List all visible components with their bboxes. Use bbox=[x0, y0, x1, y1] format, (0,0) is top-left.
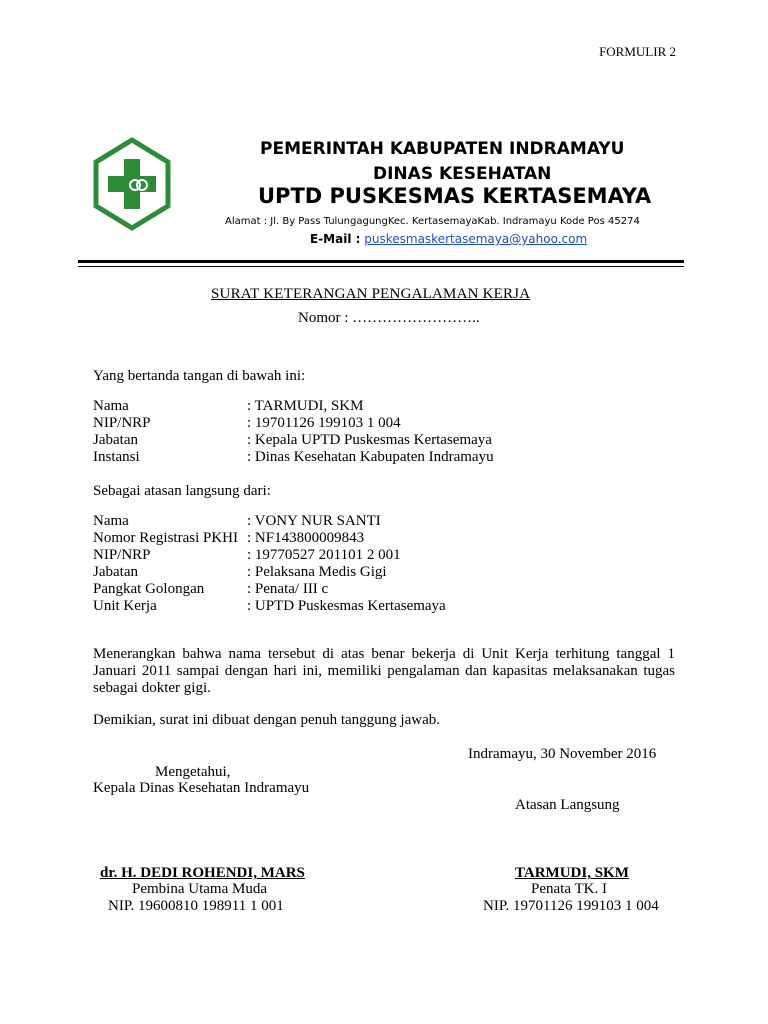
subordinate-label-name: Nama bbox=[93, 513, 129, 529]
statement-paragraph: Menerangkan bahwa nama tersebut di atas benar bekerja di Unit Kerja terhitung tanggal 1 Januari 2011 sampai dengan hari ini, memiliki pengalaman dan kapasitas melaksanakan tugas sebagai dokter gigi. bbox=[93, 646, 675, 696]
header-divider-thin bbox=[78, 266, 684, 267]
signer-label-name: Nama bbox=[93, 398, 129, 414]
form-number: FORMULIR 2 bbox=[599, 44, 676, 59]
subordinate-value-nip: : 19770527 201101 2 001 bbox=[247, 547, 401, 563]
place-date: Indramayu, 30 November 2016 bbox=[468, 746, 657, 762]
left-signer-rank: Pembina Utama Muda bbox=[132, 881, 267, 897]
puskesmas-cross-logo-icon bbox=[93, 137, 171, 231]
subordinate-value-position: : Pelaksana Medis Gigi bbox=[247, 564, 387, 580]
email-link[interactable]: puskesmaskertasemaya@yahoo.com bbox=[364, 232, 588, 246]
intro-text: Yang bertanda tangan di bawah ini: bbox=[93, 368, 306, 384]
subordinate-value-registration: : NF143800009843 bbox=[247, 530, 365, 546]
signer-label-position: Jabatan bbox=[93, 432, 138, 448]
signer-label-nip: NIP/NRP bbox=[93, 415, 151, 431]
email-label: E-Mail : bbox=[310, 232, 361, 246]
left-signer-nip: NIP. 19600810 198911 1 001 bbox=[108, 898, 284, 914]
header-address: Alamat : Jl. By Pass TulungagungKec. KertasemayaKab. Indramayu Kode Pos 45274 bbox=[225, 216, 640, 227]
right-signer-role: Atasan Langsung bbox=[515, 797, 620, 813]
header-institution: UPTD PUSKESMAS KERTASEMAYA bbox=[258, 184, 652, 208]
header-divider-thick bbox=[78, 260, 684, 263]
header-agency: DINAS KESEHATAN bbox=[373, 164, 552, 184]
subordinate-label-nip: NIP/NRP bbox=[93, 547, 151, 563]
left-signer-name: dr. H. DEDI ROHENDI, MARS bbox=[100, 865, 305, 881]
signer-value-agency: : Dinas Kesehatan Kabupaten Indramayu bbox=[247, 449, 494, 465]
header-email-line bbox=[180, 232, 768, 246]
closing-text: Demikian, surat ini dibuat dengan penuh tanggung jawab. bbox=[93, 712, 440, 728]
signer-label-agency: Instansi bbox=[93, 449, 140, 465]
right-signer-rank: Penata TK. I bbox=[531, 881, 607, 897]
subordinate-label-rank: Pangkat Golongan bbox=[93, 581, 205, 597]
subordinate-value-name: : VONY NUR SANTI bbox=[247, 513, 381, 529]
right-signer-name: TARMUDI, SKM bbox=[515, 865, 629, 881]
subordinate-value-unit: : UPTD Puskesmas Kertasemaya bbox=[247, 598, 446, 614]
signer-value-nip: : 19701126 199103 1 004 bbox=[247, 415, 401, 431]
document-title: SURAT KETERANGAN PENGALAMAN KERJA bbox=[211, 286, 531, 302]
signer-value-name: : TARMUDI, SKM bbox=[247, 398, 364, 414]
signer-value-position: : Kepala UPTD Puskesmas Kertasemaya bbox=[247, 432, 492, 448]
subordinate-label-registration: Nomor Registrasi PKHI bbox=[93, 530, 238, 546]
left-signer-role: Kepala Dinas Kesehatan Indramayu bbox=[93, 780, 310, 796]
document-number: Nomor : …………………….. bbox=[298, 310, 480, 326]
header-government: PEMERINTAH KABUPATEN INDRAMAYU bbox=[260, 139, 625, 159]
acknowledged-text: Mengetahui, bbox=[155, 764, 231, 780]
subordinate-label-unit: Unit Kerja bbox=[93, 598, 157, 614]
subordinate-label-position: Jabatan bbox=[93, 564, 138, 580]
subordinate-value-rank: : Penata/ III c bbox=[247, 581, 329, 597]
subordinate-intro-text: Sebagai atasan langsung dari: bbox=[93, 483, 271, 499]
right-signer-nip: NIP. 19701126 199103 1 004 bbox=[483, 898, 659, 914]
